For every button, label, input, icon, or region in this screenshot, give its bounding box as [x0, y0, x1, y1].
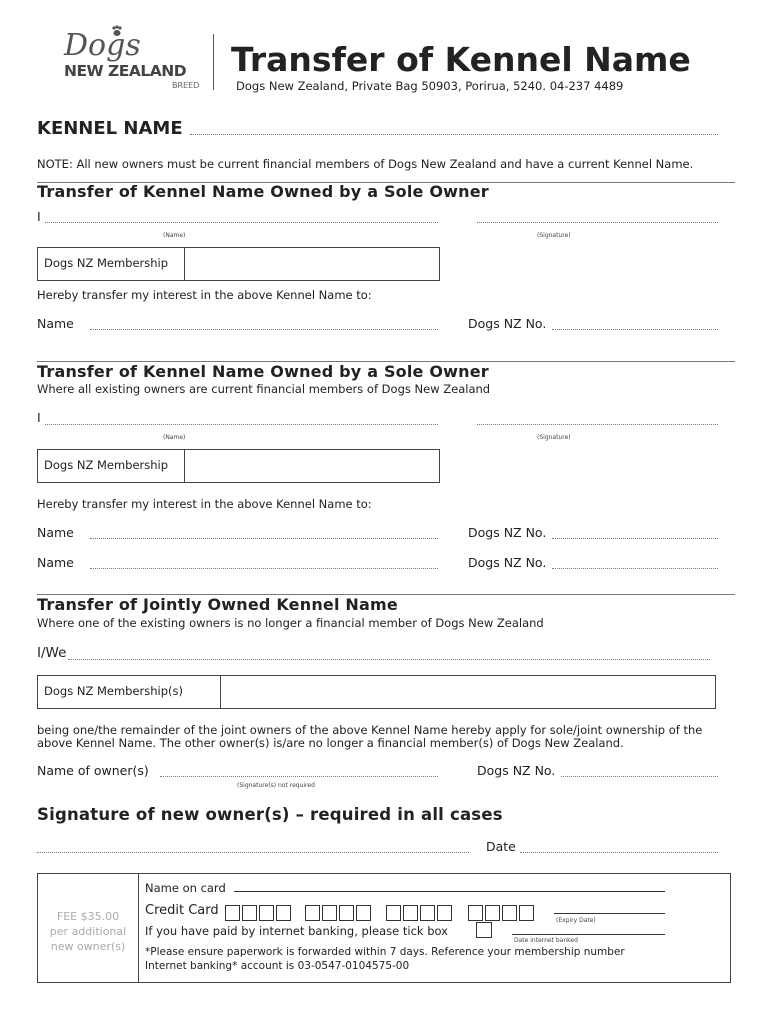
- logo-dogs: Dogs: [64, 28, 141, 63]
- s3-text1: being one/the remainder of the joint owners of the above Kennel Name hereby apply for sole/joint ownership of the: [37, 723, 703, 737]
- s3-owners-field[interactable]: [160, 776, 438, 777]
- s2-nzno2-label: Dogs NZ No.: [468, 555, 547, 570]
- s3-text2: above Kennel Name. The other owner(s) is/are no longer a financial member(s) of Dogs New Zealand.: [37, 736, 624, 750]
- s1-new-name-field[interactable]: [90, 329, 438, 330]
- logo-nz: NEW ZEALAND: [64, 62, 187, 80]
- s2-new-name2-field[interactable]: [90, 568, 438, 569]
- section4-title: Signature of new owner(s) – required in all cases: [37, 805, 503, 824]
- fee-line1: FEE $35.00: [56, 910, 120, 923]
- s3-owners-label: Name of owner(s): [37, 763, 149, 778]
- s1-hereby: Hereby transfer my interest in the above Kennel Name to:: [37, 288, 372, 302]
- s2-name2-label: Name: [37, 555, 74, 570]
- s2-sig-caption: (Signature): [537, 434, 571, 441]
- s1-nzno-label: Dogs NZ No.: [468, 316, 547, 331]
- s3-iwe-field[interactable]: [68, 659, 710, 660]
- page-title: Transfer of Kennel Name: [231, 40, 691, 79]
- s1-i-label: I: [37, 209, 41, 224]
- logo: [60, 24, 210, 96]
- internet-banking-label: If you have paid by internet banking, please tick box: [145, 924, 448, 938]
- fee-line2: per additional: [49, 925, 127, 938]
- s2-nzno1-label: Dogs NZ No.: [468, 525, 547, 540]
- s3-membership-input[interactable]: [220, 676, 716, 708]
- s2-membership-label: Dogs NZ Membership: [44, 458, 169, 472]
- s2-membership-box: [37, 449, 440, 483]
- card-number-group-4[interactable]: [468, 902, 536, 920]
- s2-nzno1-field[interactable]: [552, 538, 718, 539]
- s2-hereby: Hereby transfer my interest in the above Kennel Name to:: [37, 497, 372, 511]
- section3-title: Transfer of Jointly Owned Kennel Name: [37, 595, 398, 614]
- date-banked-field[interactable]: [512, 934, 665, 935]
- s3-iwe-label: I/We: [37, 645, 67, 661]
- kennel-name-label: KENNEL NAME: [37, 118, 183, 139]
- note: NOTE: All new owners must be current financial members of Dogs New Zealand and have a current Kennel Name.: [37, 157, 694, 171]
- date-field[interactable]: [520, 852, 718, 853]
- s2-name1-label: Name: [37, 525, 74, 540]
- s1-name-label: Name: [37, 316, 74, 331]
- card-number-group-2[interactable]: [305, 902, 373, 920]
- card-number-group-1[interactable]: [225, 902, 293, 920]
- s1-sig-caption: (Signature): [537, 232, 571, 239]
- fee-cell: [38, 874, 139, 982]
- s2-name-caption: (Name): [163, 434, 186, 441]
- s3-sig-note: (Signature(s) not required: [237, 782, 315, 789]
- s2-signature-field[interactable]: [477, 424, 718, 425]
- internet-banking-checkbox[interactable]: [476, 922, 492, 938]
- date-banked-caption: Date internet banked: [514, 937, 578, 944]
- s2-new-name1-field[interactable]: [90, 538, 438, 539]
- s2-nzno2-field[interactable]: [552, 568, 718, 569]
- header-address: Dogs New Zealand, Private Bag 50903, Porirua, 5240. 04-237 4489: [236, 79, 624, 93]
- s3-nzno-field[interactable]: [561, 776, 718, 777]
- section1-title: Transfer of Kennel Name Owned by a Sole Owner: [37, 182, 489, 201]
- card-number-group-3[interactable]: [386, 902, 454, 920]
- new-owner-signature-field[interactable]: [37, 852, 469, 853]
- logo-divider: [213, 34, 214, 90]
- expiry-field[interactable]: [554, 913, 665, 914]
- s3-membership-label: Dogs NZ Membership(s): [44, 684, 184, 698]
- s1-membership-box: [37, 247, 440, 281]
- payment-note1: *Please ensure paperwork is forwarded within 7 days. Reference your membership number: [145, 946, 625, 958]
- s3-nzno-label: Dogs NZ No.: [477, 763, 556, 778]
- s1-name-caption: (Name): [163, 232, 186, 239]
- section2-title: Transfer of Kennel Name Owned by a Sole Owner: [37, 362, 489, 381]
- credit-card-label: Credit Card: [145, 903, 219, 918]
- s2-i-label: I: [37, 410, 41, 425]
- s1-signature-field[interactable]: [477, 222, 718, 223]
- s1-membership-input[interactable]: [184, 248, 440, 280]
- s3-membership-box: [37, 675, 716, 709]
- s1-name-field[interactable]: [45, 222, 438, 223]
- logo-breed: BREED: [172, 81, 200, 90]
- name-on-card-label: Name on card: [145, 881, 226, 895]
- s2-name-field[interactable]: [45, 424, 438, 425]
- name-on-card-field[interactable]: [234, 891, 665, 892]
- expiry-caption: (Expiry Date): [556, 917, 596, 924]
- s1-membership-label: Dogs NZ Membership: [44, 256, 169, 270]
- fee-line3: new owner(s): [50, 940, 126, 953]
- payment-note2: Internet banking* account is 03-0547-0104575-00: [145, 960, 410, 972]
- section2-subtitle: Where all existing owners are current financial members of Dogs New Zealand: [37, 382, 491, 396]
- s2-membership-input[interactable]: [184, 450, 440, 482]
- kennel-name-field[interactable]: [190, 134, 718, 135]
- s1-nzno-field[interactable]: [552, 329, 718, 330]
- section3-subtitle: Where one of the existing owners is no longer a financial member of Dogs New Zealand: [37, 616, 544, 630]
- date-label: Date: [486, 839, 516, 854]
